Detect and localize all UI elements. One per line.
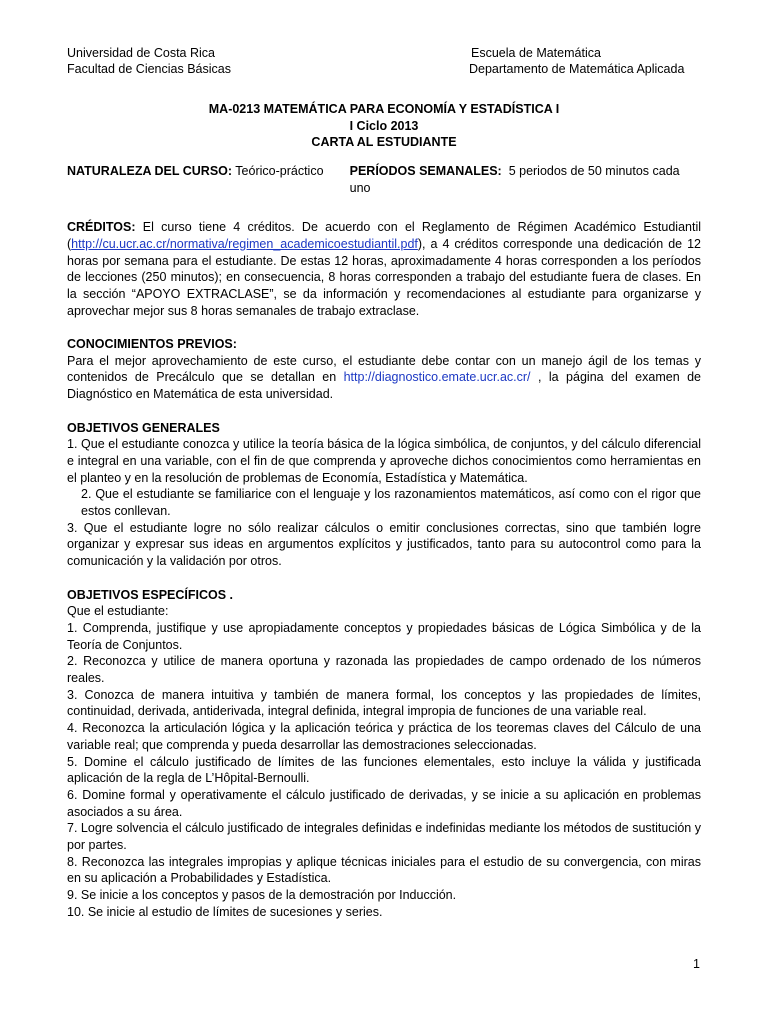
nature-value: Teórico-práctico (235, 164, 324, 178)
list-item: 2. Reconozca y utilice de manera oportuna y razonada las propiedades de campo ordenado de los números reales. (67, 654, 701, 686)
prior-text-1: Para el mejor aprovechamiento de este curso, el estudiante debe contar con un manejo ágil de los temas y contenidos de Precálculo que se detallan en (67, 353, 701, 385)
title-block (0, 101, 768, 151)
specific-objectives-list (67, 620, 701, 921)
credits-text-2: ), a 4 créditos corresponde una dedicación de 12 horas por semana para el estudiante. De estas 12 horas, aproximadamente 4 horas corresponden a los períodos de lecciones (250 minutos); en consecuencia, 8 horas corresponden a trabajo del estudiante fuera de clases. En la sección “APOYO EXTRACLASE”, se da información y recomendaciones al estudiante para organizarse y aprovechar mejor sus 8 horas semanales de trabajo extraclase. (67, 236, 701, 318)
prior-paragraph (67, 353, 701, 403)
list-item: 3. Que el estudiante logre no sólo realizar cálculos o emitir conclusiones correctas, sino que también logre organizar y expresar sus ideas en argumentos explícitos y justificados, tanto para su autocontrol como para la comunicación y la validación por otros. (67, 520, 701, 569)
list-item: 10. Se inicie al estudio de límites de sucesiones y series. (67, 904, 383, 919)
document-title: CARTA AL ESTUDIANTE (311, 135, 457, 149)
page-number: 1 (693, 957, 700, 971)
university-name: Universidad de Costa Rica (67, 46, 215, 60)
list-item: 6. Domine formal y operativamente el cálculo justificado de derivadas, y se inicie a su aplicación en problemas asociados a su área. (67, 787, 701, 819)
list-item: 1. Que el estudiante conozca y utilice la teoría básica de la lógica simbólica, de conjuntos, y del cálculo diferencial e integral en una variable, con el fin de que comprenda y aproveche dichos conocimientos como herramientas en el planteo y en la resolución de problemas de Economía, Estadística y Matemática. (67, 437, 701, 485)
general-objectives-heading: OBJETIVOS GENERALES (67, 420, 220, 435)
nature-field (67, 163, 350, 196)
faculty-name: Facultad de Ciencias Básicas (67, 62, 231, 76)
list-item: 4. Reconozca la articulación lógica y la aplicación teórica y práctica de los teoremas claves del Cálculo de una variable real; que comprenda y pueda desarrollar las demostraciones seleccionadas. (67, 721, 701, 752)
document-body (67, 163, 701, 921)
list-item: 3. Conozca de manera intuitiva y también de manera formal, los conceptos y las propiedades de límites, continuidad, derivada, antiderivada, integral definida, integral impropia de funciones de una variable real. (67, 687, 701, 719)
credits-paragraph (67, 219, 701, 319)
list-item: 1. Comprenda, justifique y use apropiadamente conceptos y propiedades básicas de Lógica Simbólica y de la Teoría de Conjuntos. (67, 620, 701, 652)
list-item: 9. Se inicie a los conceptos y pasos de la demostración por Inducción. (67, 888, 457, 903)
list-item: 7. Logre solvencia el cálculo justificado de integrales definidas e indefinidas mediante los métodos de sustitución y por partes. (67, 821, 701, 853)
specific-objectives-heading: OBJETIVOS ESPECÍFICOS . (67, 587, 234, 602)
periods-field (350, 163, 701, 196)
nature-label: NATURALEZA DEL CURSO: (67, 164, 233, 178)
prior-heading: CONOCIMIENTOS PREVIOS: (67, 337, 237, 351)
header-right (469, 45, 684, 77)
prior-text-2: , la página del examen de Diagnóstico en Matemática de esta universidad. (67, 370, 701, 402)
diagnostic-link[interactable]: http://diagnostico.emate.ucr.ac.cr/ (343, 370, 531, 385)
course-title: MA-0213 MATEMÁTICA PARA ECONOMÍA Y ESTADÍSTICA I (208, 102, 560, 116)
list-item: 5. Domine el cálculo justificado de límites de las funciones elementales, esto incluye la válida y justificada aplicación de la regla de L’Hôpital-Bernoulli. (67, 754, 701, 786)
periods-value: 5 periodos de 50 minutos cada uno (349, 164, 680, 195)
header-left (67, 45, 231, 77)
list-item: 2. Que el estudiante se familiarice con el lenguaje y los razonamientos matemáticos, así como con el rigor que estos conllevan. (81, 487, 701, 519)
school-name: Escuela de Matemática (471, 46, 601, 60)
periods-label: PERÍODOS SEMANALES: (349, 164, 502, 178)
credits-label: CRÉDITOS: (67, 220, 136, 235)
course-info-row (67, 163, 701, 196)
regulation-link[interactable]: http://cu.ucr.ac.cr/normativa/regimen_academicoestudiantil.pdf (71, 236, 418, 251)
specific-objectives-intro: Que el estudiante: (67, 604, 169, 619)
credits-text-1: El curso tiene 4 créditos. De acuerdo con el Reglamento de Régimen Académico Estudiantil ( (67, 220, 701, 251)
general-objectives-list (67, 436, 701, 570)
department-name: Departamento de Matemática Aplicada (469, 62, 685, 76)
cycle-title: I Ciclo 2013 (349, 118, 419, 133)
list-item: 8. Reconozca las integrales impropias y aplique técnicas iniciales para el estudio de su convergencia, con miras en su aplicación a Probabilidades y Estadística. (67, 854, 701, 886)
